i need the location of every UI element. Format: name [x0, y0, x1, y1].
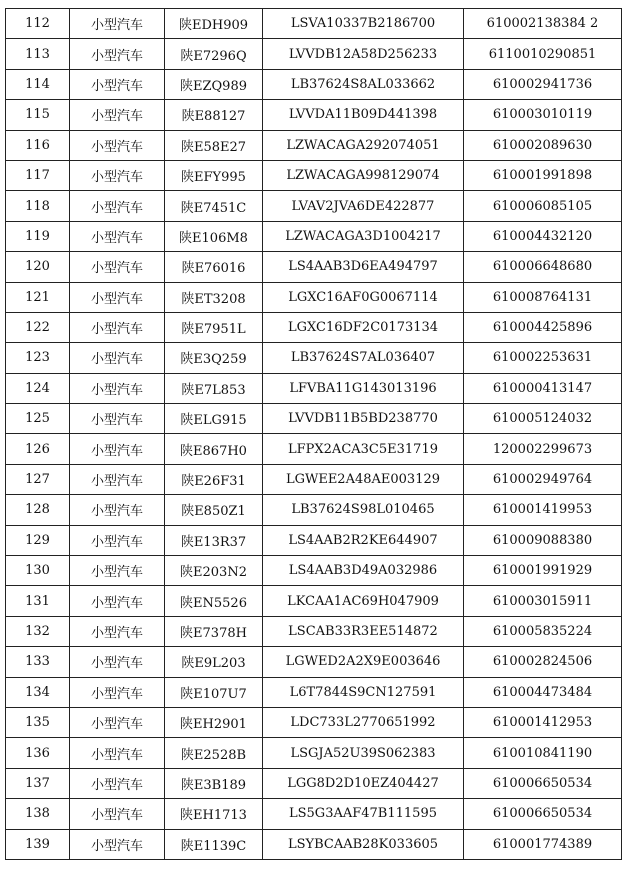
plate-number-cell: 陕ET3208 — [165, 282, 263, 312]
record-number-cell: 610002824506 — [464, 647, 622, 677]
plate-number-cell: 陕E1139C — [165, 829, 263, 859]
record-number-cell: 610002089630 — [464, 130, 622, 160]
vin-cell: LFPX2ACA3C5E31719 — [263, 434, 464, 464]
plate-number-cell: 陕E867H0 — [165, 434, 263, 464]
record-number-cell: 6110010290851 — [464, 39, 622, 69]
row-number-cell: 127 — [6, 464, 70, 494]
row-number-cell: 125 — [6, 404, 70, 434]
record-number-cell: 610001419953 — [464, 495, 622, 525]
vin-cell: LS4AAB3D6EA494797 — [263, 252, 464, 282]
record-number-cell: 610006650534 — [464, 799, 622, 829]
plate-number-cell: 陕E9L203 — [165, 647, 263, 677]
table-row — [6, 829, 622, 859]
vehicle-type-cell: 小型汽车 — [70, 556, 165, 586]
vehicle-type-cell: 小型汽车 — [70, 9, 165, 39]
vin-cell: LGG8D2D10EZ404427 — [263, 768, 464, 798]
plate-number-cell: 陕E2528B — [165, 738, 263, 768]
vehicle-type-cell: 小型汽车 — [70, 707, 165, 737]
vin-cell: LDC733L2770651992 — [263, 707, 464, 737]
vin-cell: LB37624S98L010465 — [263, 495, 464, 525]
vehicle-type-cell: 小型汽车 — [70, 100, 165, 130]
vehicle-type-cell: 小型汽车 — [70, 525, 165, 555]
table-row — [6, 556, 622, 586]
plate-number-cell: 陕E7L853 — [165, 373, 263, 403]
record-number-cell: 610001991898 — [464, 160, 622, 190]
vin-cell: LS4AAB2R2KE644907 — [263, 525, 464, 555]
table-row — [6, 586, 622, 616]
vin-cell: LSYBCAAB28K033605 — [263, 829, 464, 859]
table-row — [6, 39, 622, 69]
vehicle-type-cell: 小型汽车 — [70, 738, 165, 768]
record-number-cell: 610001774389 — [464, 829, 622, 859]
vehicle-type-cell: 小型汽车 — [70, 647, 165, 677]
table-row — [6, 464, 622, 494]
plate-number-cell: 陕E58E27 — [165, 130, 263, 160]
vin-cell: LGXC16AF0G0067114 — [263, 282, 464, 312]
row-number-cell: 114 — [6, 69, 70, 99]
vehicle-type-cell: 小型汽车 — [70, 312, 165, 342]
table-row — [6, 221, 622, 251]
row-number-cell: 134 — [6, 677, 70, 707]
row-number-cell: 126 — [6, 434, 70, 464]
record-number-cell: 610002941736 — [464, 69, 622, 99]
vehicle-type-cell: 小型汽车 — [70, 495, 165, 525]
plate-number-cell: 陕E26F31 — [165, 464, 263, 494]
vin-cell: LZWACAGA3D1004217 — [263, 221, 464, 251]
table-row — [6, 677, 622, 707]
table-row — [6, 69, 622, 99]
table-row — [6, 495, 622, 525]
record-number-cell: 610004432120 — [464, 221, 622, 251]
plate-number-cell: 陕EDH909 — [165, 9, 263, 39]
row-number-cell: 129 — [6, 525, 70, 555]
vehicle-type-cell: 小型汽车 — [70, 39, 165, 69]
record-number-cell: 610006648680 — [464, 252, 622, 282]
vehicle-type-cell: 小型汽车 — [70, 464, 165, 494]
vehicle-type-cell: 小型汽车 — [70, 252, 165, 282]
row-number-cell: 131 — [6, 586, 70, 616]
vin-cell: LB37624S8AL033662 — [263, 69, 464, 99]
plate-number-cell: 陕EFY995 — [165, 160, 263, 190]
record-number-cell: 610006650534 — [464, 768, 622, 798]
vehicle-type-cell: 小型汽车 — [70, 343, 165, 373]
plate-number-cell: 陕E13R37 — [165, 525, 263, 555]
vin-cell: LGWED2A2X9E003646 — [263, 647, 464, 677]
table-row — [6, 100, 622, 130]
vehicle-type-cell: 小型汽车 — [70, 221, 165, 251]
vehicle-type-cell: 小型汽车 — [70, 616, 165, 646]
plate-number-cell: 陕E107U7 — [165, 677, 263, 707]
table-row — [6, 647, 622, 677]
plate-number-cell: 陕E3Q259 — [165, 343, 263, 373]
vin-cell: LS4AAB3D49A032986 — [263, 556, 464, 586]
vin-cell: LZWACAGA998129074 — [263, 160, 464, 190]
record-number-cell: 610001991929 — [464, 556, 622, 586]
table-row — [6, 252, 622, 282]
table-row — [6, 404, 622, 434]
vehicle-table — [5, 8, 622, 860]
plate-number-cell: 陕E106M8 — [165, 221, 263, 251]
vehicle-type-cell: 小型汽车 — [70, 677, 165, 707]
vehicle-type-cell: 小型汽车 — [70, 829, 165, 859]
record-number-cell: 610002253631 — [464, 343, 622, 373]
plate-number-cell: 陕E7451C — [165, 191, 263, 221]
row-number-cell: 121 — [6, 282, 70, 312]
row-number-cell: 137 — [6, 768, 70, 798]
table-row — [6, 799, 622, 829]
vehicle-type-cell: 小型汽车 — [70, 160, 165, 190]
row-number-cell: 122 — [6, 312, 70, 342]
vehicle-type-cell: 小型汽车 — [70, 282, 165, 312]
table-row — [6, 130, 622, 160]
vin-cell: LSGJA52U39S062383 — [263, 738, 464, 768]
record-number-cell: 120002299673 — [464, 434, 622, 464]
table-row — [6, 707, 622, 737]
record-number-cell: 610005124032 — [464, 404, 622, 434]
row-number-cell: 139 — [6, 829, 70, 859]
record-number-cell: 610010841190 — [464, 738, 622, 768]
plate-number-cell: 陕EH1713 — [165, 799, 263, 829]
record-number-cell: 610002949764 — [464, 464, 622, 494]
vin-cell: LSVA10337B2186700 — [263, 9, 464, 39]
table-row — [6, 9, 622, 39]
vin-cell: LVAV2JVA6DE422877 — [263, 191, 464, 221]
row-number-cell: 120 — [6, 252, 70, 282]
plate-number-cell: 陕ELG915 — [165, 404, 263, 434]
plate-number-cell: 陕E850Z1 — [165, 495, 263, 525]
record-number-cell: 610004473484 — [464, 677, 622, 707]
record-number-cell: 610003015911 — [464, 586, 622, 616]
row-number-cell: 130 — [6, 556, 70, 586]
table-row — [6, 525, 622, 555]
record-number-cell: 610006085105 — [464, 191, 622, 221]
table-row — [6, 616, 622, 646]
vehicle-type-cell: 小型汽车 — [70, 768, 165, 798]
vehicle-type-cell: 小型汽车 — [70, 799, 165, 829]
table-row — [6, 191, 622, 221]
row-number-cell: 113 — [6, 39, 70, 69]
plate-number-cell: 陕E7378H — [165, 616, 263, 646]
row-number-cell: 115 — [6, 100, 70, 130]
row-number-cell: 116 — [6, 130, 70, 160]
row-number-cell: 135 — [6, 707, 70, 737]
row-number-cell: 117 — [6, 160, 70, 190]
table-row — [6, 434, 622, 464]
plate-number-cell: 陕EN5526 — [165, 586, 263, 616]
vin-cell: LVVDB12A58D256233 — [263, 39, 464, 69]
vin-cell: LGWEE2A48AE003129 — [263, 464, 464, 494]
plate-number-cell: 陕E76016 — [165, 252, 263, 282]
vin-cell: LB37624S7AL036407 — [263, 343, 464, 373]
row-number-cell: 119 — [6, 221, 70, 251]
row-number-cell: 138 — [6, 799, 70, 829]
row-number-cell: 118 — [6, 191, 70, 221]
row-number-cell: 136 — [6, 738, 70, 768]
record-number-cell: 610008764131 — [464, 282, 622, 312]
record-number-cell: 610001412953 — [464, 707, 622, 737]
vin-cell: LSCAB33R3EE514872 — [263, 616, 464, 646]
plate-number-cell: 陕E88127 — [165, 100, 263, 130]
row-number-cell: 124 — [6, 373, 70, 403]
table-row — [6, 768, 622, 798]
record-number-cell: 610009088380 — [464, 525, 622, 555]
vehicle-type-cell: 小型汽车 — [70, 191, 165, 221]
vehicle-type-cell: 小型汽车 — [70, 434, 165, 464]
vehicle-type-cell: 小型汽车 — [70, 69, 165, 99]
table-row — [6, 738, 622, 768]
vin-cell: LS5G3AAF47B111595 — [263, 799, 464, 829]
record-number-cell: 610000413147 — [464, 373, 622, 403]
plate-number-cell: 陕E3B189 — [165, 768, 263, 798]
vin-cell: LVVDA11B09D441398 — [263, 100, 464, 130]
vin-cell: LKCAA1AC69H047909 — [263, 586, 464, 616]
row-number-cell: 133 — [6, 647, 70, 677]
table-row — [6, 160, 622, 190]
vin-cell: LGXC16DF2C0173134 — [263, 312, 464, 342]
vehicle-type-cell: 小型汽车 — [70, 373, 165, 403]
row-number-cell: 128 — [6, 495, 70, 525]
vehicle-type-cell: 小型汽车 — [70, 586, 165, 616]
vin-cell: LFVBA11G143013196 — [263, 373, 464, 403]
row-number-cell: 112 — [6, 9, 70, 39]
table-row — [6, 312, 622, 342]
vin-cell: L6T7844S9CN127591 — [263, 677, 464, 707]
table-row — [6, 373, 622, 403]
plate-number-cell: 陕EZQ989 — [165, 69, 263, 99]
record-number-cell: 610002138384 2 — [464, 9, 622, 39]
row-number-cell: 132 — [6, 616, 70, 646]
vin-cell: LZWACAGA292074051 — [263, 130, 464, 160]
record-number-cell: 610004425896 — [464, 312, 622, 342]
vehicle-type-cell: 小型汽车 — [70, 130, 165, 160]
plate-number-cell: 陕E203N2 — [165, 556, 263, 586]
table-row — [6, 282, 622, 312]
table-row — [6, 343, 622, 373]
plate-number-cell: 陕E7296Q — [165, 39, 263, 69]
table-body — [6, 9, 622, 860]
plate-number-cell: 陕E7951L — [165, 312, 263, 342]
record-number-cell: 610003010119 — [464, 100, 622, 130]
row-number-cell: 123 — [6, 343, 70, 373]
plate-number-cell: 陕EH2901 — [165, 707, 263, 737]
vin-cell: LVVDB11B5BD238770 — [263, 404, 464, 434]
vehicle-type-cell: 小型汽车 — [70, 404, 165, 434]
record-number-cell: 610005835224 — [464, 616, 622, 646]
